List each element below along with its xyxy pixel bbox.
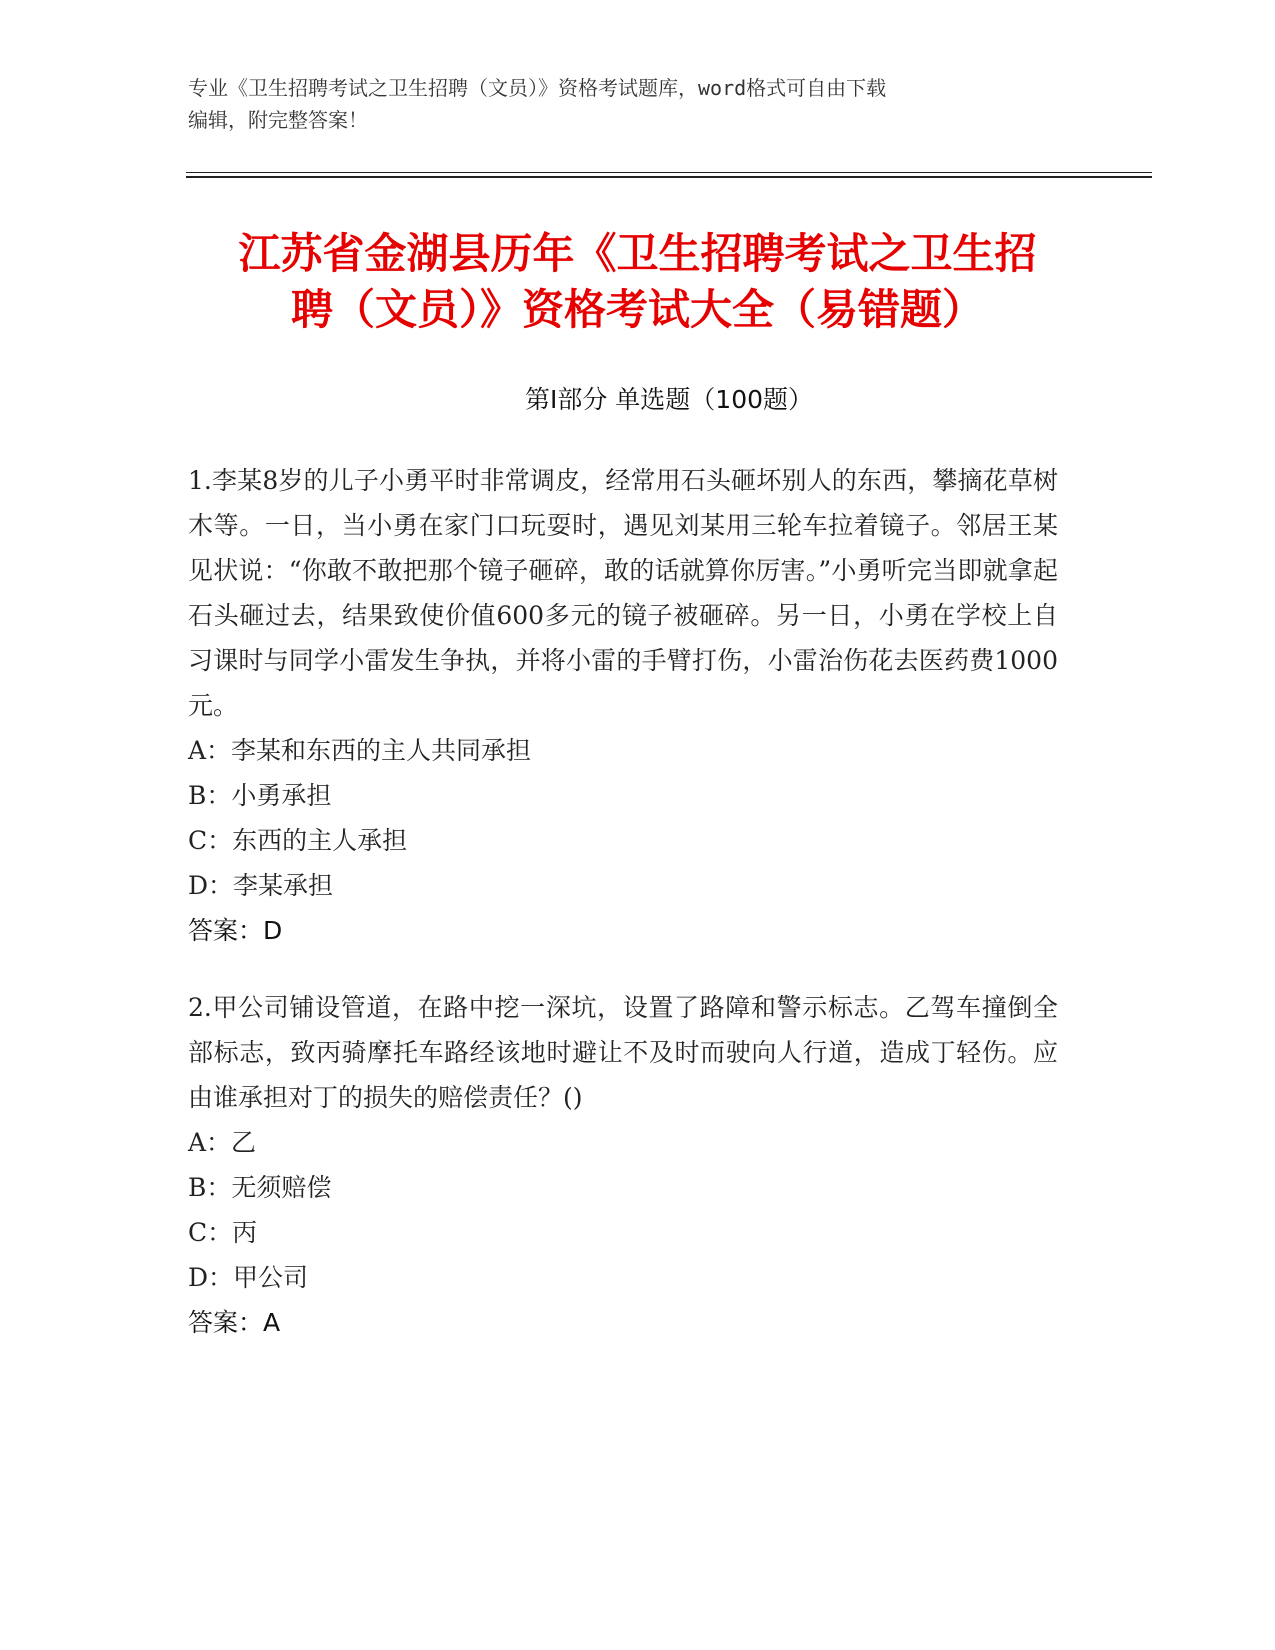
question-stem: 2.甲公司铺设管道，在路中挖一深坑，设置了路障和警示标志。乙驾车撞倒全部标志，致丙骑摩托车路经该地时避让不及时而驶向人行道，造成丁轻伤。应由谁承担对丁的损失的赔偿责任？() xyxy=(188,993,1058,1112)
section-title: 第Ⅰ部分 单选题（100题） xyxy=(524,385,814,414)
document-title xyxy=(150,226,1125,338)
question-2 xyxy=(188,985,1058,1345)
question-stem: 1.李某8岁的儿子小勇平时非常调皮，经常用石头砸坏别人的东西，攀摘花草树木等。一日，当小勇在家门口玩耍时，遇见刘某用三轮车拉着镜子。邻居王某见状说：“你敢不敢把那个镜子砸碎，敢的话就算你厉害。”小勇听完当即就拿起石头砸过去，结果致使价值600多元的镜子被砸碎。另一日，小勇在学校上自习课时与同学小雷发生争执，并将小雷的手臂打伤，小雷治伤花去医药费1000元。 xyxy=(188,466,1058,720)
header-divider-thin xyxy=(186,172,1152,173)
answer: 答案：D xyxy=(188,916,283,945)
header-note-line-1: 专业《卫生招聘考试之卫生招聘（文员）》资格考试题库，word格式可自由下载 xyxy=(188,76,887,100)
header-note xyxy=(188,72,1068,136)
option-a: A：李某和东西的主人共同承担 xyxy=(188,736,532,765)
option-d: D：甲公司 xyxy=(188,1263,309,1292)
option-d: D：李某承担 xyxy=(188,871,334,900)
option-c: C：东西的主人承担 xyxy=(188,826,408,855)
option-c: C：丙 xyxy=(188,1218,258,1247)
document-title-line-2: 聘（文员）》资格考试大全（易错题） xyxy=(290,285,984,334)
question-1 xyxy=(188,458,1058,953)
option-b: B：无须赔偿 xyxy=(188,1173,332,1202)
header-divider-thick xyxy=(186,176,1152,178)
header-note-line-2: 编辑，附完整答案！ xyxy=(188,108,368,132)
document-title-line-1: 江苏省金湖县历年《卫生招聘考试之卫生招 xyxy=(238,229,1037,278)
option-b: B：小勇承担 xyxy=(188,781,332,810)
answer: 答案：A xyxy=(188,1308,281,1337)
option-a: A：乙 xyxy=(188,1128,257,1157)
